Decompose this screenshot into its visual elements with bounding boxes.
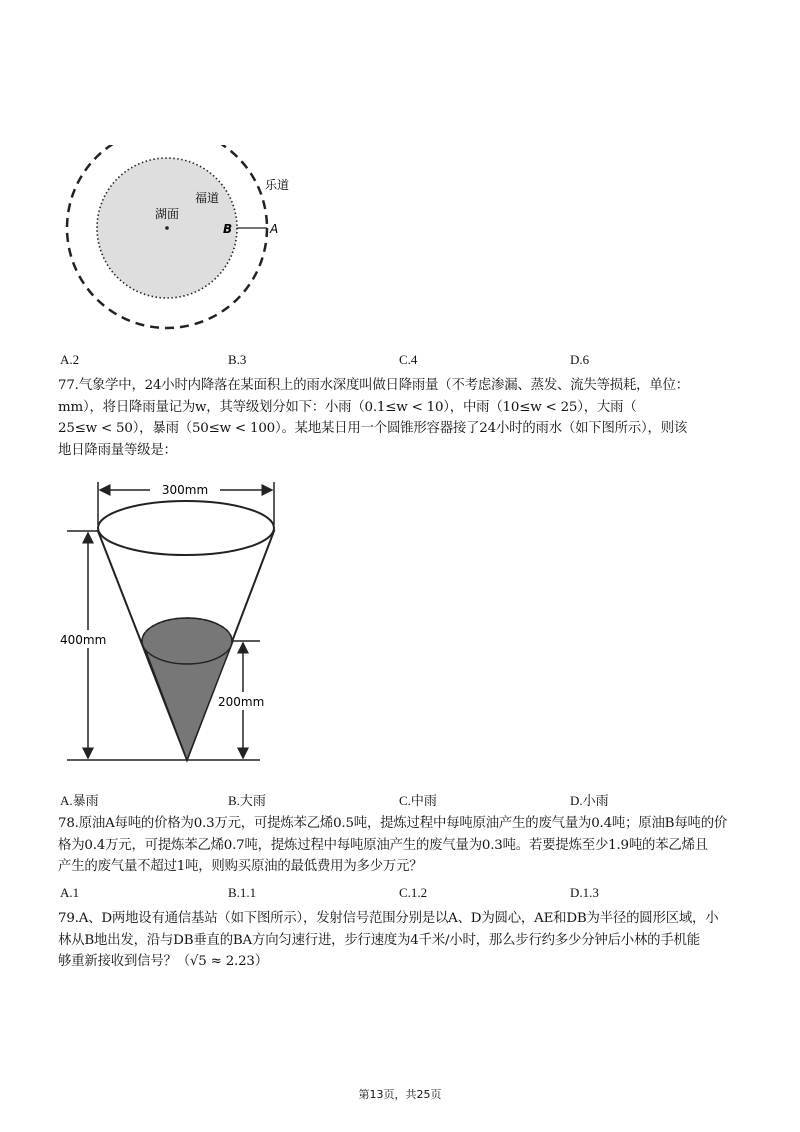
question-77 [58, 375, 770, 461]
q77-option-c[interactable]: C.中雨 [399, 793, 437, 808]
question-78 [58, 813, 770, 878]
q77-option-a[interactable]: A.暴雨 [60, 793, 99, 808]
q78-line-1: 78.原油A每吨的价格为0.3万元，可提炼苯乙烯0.5吨，提炼过程中每吨原油产生的废气量为0.4吨；原油B每吨的价 [58, 816, 728, 831]
q77-option-d[interactable]: D.小雨 [570, 793, 609, 808]
q78-option-d[interactable]: D.1.3 [570, 885, 599, 900]
question-79 [58, 908, 770, 973]
water-surface [142, 618, 232, 664]
label-b: B [223, 222, 233, 236]
label-300mm: 300mm [161, 483, 209, 497]
q79-line-3: 够重新接收到信号？（√5 ≈ 2.23） [58, 954, 268, 969]
q77-line-4: 地日降雨量等级是： [58, 442, 177, 458]
label-fudao: 福道 [195, 191, 220, 205]
label-humian: 湖面 [155, 207, 180, 221]
lake-center-dot [165, 226, 169, 230]
q78-option-c[interactable]: C.1.2 [399, 885, 428, 900]
q78-line-2: 格为0.4万元，可提炼苯乙烯0.7吨，提炼过程中每吨原油产生的废气量为0.3吨。若要提炼至少1.9吨的苯乙烯且 [58, 837, 708, 853]
cone-figure [55, 470, 295, 770]
q79-line-2: 林从B地出发，沿与DB垂直的BA方向匀速行进，步行速度为4千米/小时，那么步行约多少分钟后小林的手机能 [58, 932, 700, 948]
label-a: A [270, 222, 279, 236]
q77-line-1: 77.气象学中，24小时内降落在某面积上的雨水深度叫做日降雨量（不考虑渗漏、蒸发、流失等损耗，单位： [58, 378, 689, 393]
page-footer: 第13页，共25页 [358, 1088, 442, 1101]
lake-figure [60, 145, 320, 345]
q76-option-a[interactable]: A.2 [60, 352, 80, 367]
q77-line-2: mm），将日降雨量记为w，其等级划分如下：小雨（0.1≤w < 10），中雨（10≤w < 25），大雨（ [58, 399, 637, 415]
q78-option-a[interactable]: A.1 [60, 885, 80, 900]
label-ledao: 乐道 [265, 178, 290, 192]
q76-option-b[interactable]: B.3 [228, 352, 247, 367]
cone-top-ellipse [98, 501, 274, 555]
q79-line-1: 79.A、D两地设有通信基站（如下图所示），发射信号范围分别是以A、D为圆心，AE和DB为半径的圆形区域，小 [58, 911, 719, 926]
q77-line-3: 25≤w < 50），暴雨（50≤w < 100）。某地某日用一个圆锥形容器接了24小时的雨水（如下图所示），则该 [58, 421, 688, 436]
q76-option-c[interactable]: C.4 [399, 352, 418, 367]
q78-option-b[interactable]: B.1.1 [228, 885, 257, 900]
label-400mm: 400mm [60, 633, 107, 647]
q78-line-3: 产生的废气量不超过1吨，则购买原油的最低费用为多少万元？ [58, 859, 423, 874]
q77-option-b[interactable]: B.大雨 [228, 793, 266, 808]
q76-option-d[interactable]: D.6 [570, 352, 590, 367]
label-200mm: 200mm [218, 695, 265, 709]
